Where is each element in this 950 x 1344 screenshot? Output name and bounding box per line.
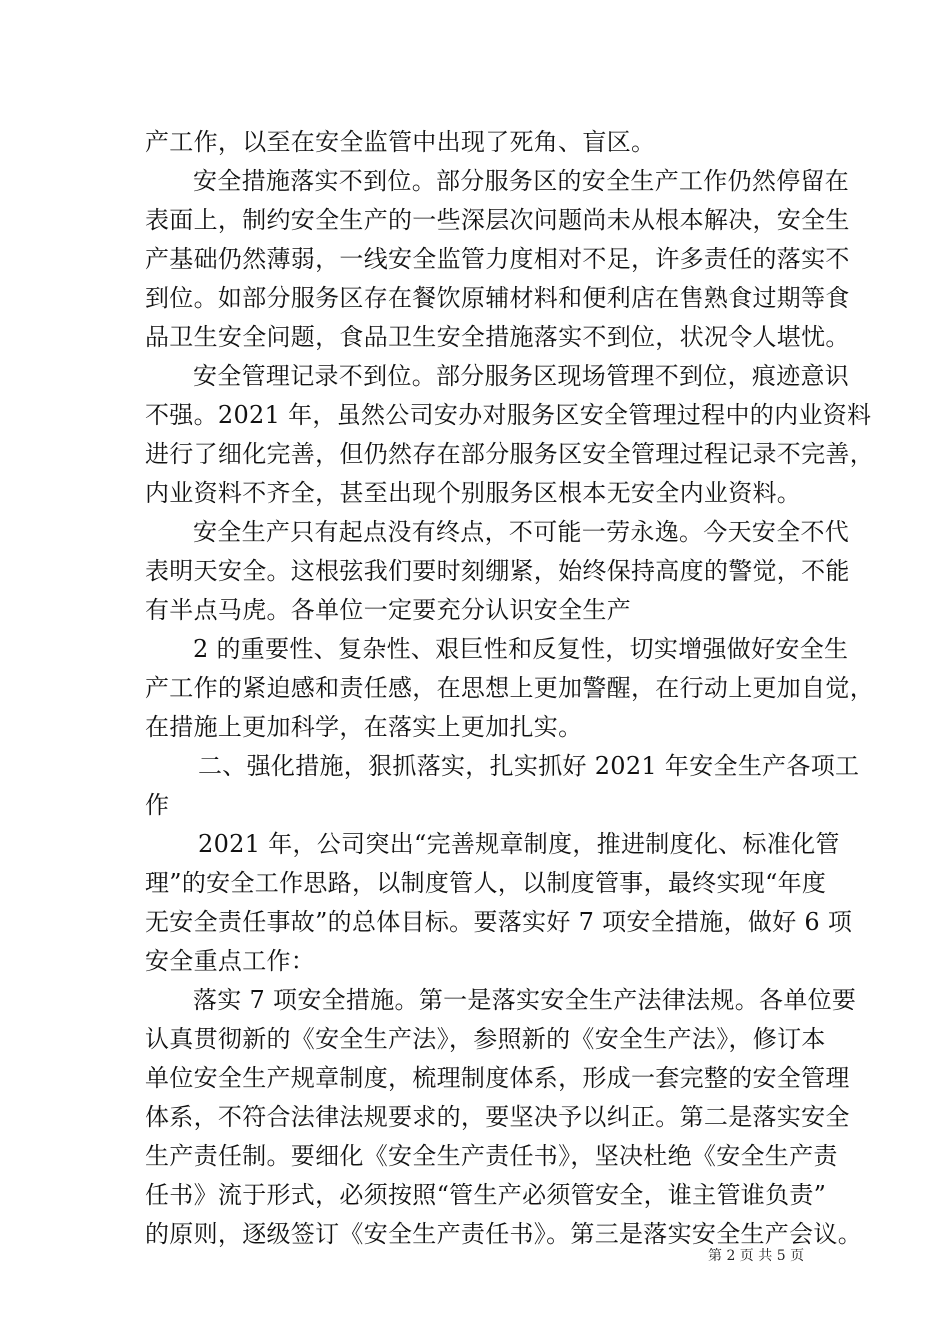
text-line: 产工作，以至在安全监管中出现了死角、盲区。	[145, 128, 656, 156]
text-line: 的原则，逐级签订《安全生产责任书》。第三是落实安全生产会议。	[145, 1220, 862, 1248]
section-heading: 作	[145, 791, 170, 819]
text-line: 体系，不符合法律法规要求的，要坚决予以纠正。第二是落实安全	[145, 1103, 850, 1131]
text-line: 2021 年，公司突出“完善规章制度，推进制度化、标准化管	[198, 830, 840, 858]
text-line: 进行了细化完善，但仍然存在部分服务区安全管理过程记录不完善，	[145, 440, 874, 468]
text-line: 单位安全生产规章制度，梳理制度体系，形成一套完整的安全管理	[145, 1064, 850, 1092]
text-line: 无安全责任事故”的总体目标。要落实好 7 项安全措施，做好 6 项	[145, 908, 853, 936]
text-line: 产工作的紧迫感和责任感，在思想上更加警醒，在行动上更加自觉，	[145, 674, 874, 702]
text-line: 安全措施落实不到位。部分服务区的安全生产工作仍然停留在	[193, 167, 850, 195]
text-line: 品卫生安全问题，食品卫生安全措施落实不到位，状况令人堪忧。	[145, 323, 850, 351]
text-line: 到位。如部分服务区存在餐饮原辅材料和便利店在售熟食过期等食	[145, 284, 850, 312]
text-line: 表明天安全。这根弦我们要时刻绷紧，始终保持高度的警觉，不能	[145, 557, 850, 585]
text-line: 产基础仍然薄弱，一线安全监管力度相对不足，许多责任的落实不	[145, 245, 850, 273]
text-line: 2 的重要性、复杂性、艰巨性和反复性，切实增强做好安全生	[193, 635, 849, 663]
text-line: 理”的安全工作思路，以制度管人，以制度管事，最终实现“年度	[145, 869, 827, 897]
text-line: 安全重点工作：	[145, 947, 316, 975]
text-line: 安全管理记录不到位。部分服务区现场管理不到位，痕迹意识	[193, 362, 850, 390]
text-line: 内业资料不齐全，甚至出现个别服务区根本无安全内业资料。	[145, 479, 802, 507]
page-number: 第 2 页 共 5 页	[708, 1248, 805, 1264]
text-line: 任书》流于形式，必须按照“管生产必须管安全，谁主管谁负责”	[145, 1181, 827, 1209]
text-line: 有半点马虎。各单位一定要充分认识安全生产	[145, 596, 631, 624]
section-heading: 二、强化措施，狠抓落实，扎实抓好 2021 年安全生产各项工	[198, 752, 860, 780]
text-line: 认真贯彻新的《安全生产法》，参照新的《安全生产法》，修订本	[145, 1025, 826, 1053]
text-line: 落实 7 项安全措施。第一是落实安全生产法律法规。各单位要	[193, 986, 857, 1014]
text-line: 不强。2021 年，虽然公司安办对服务区安全管理过程中的内业资料	[145, 401, 872, 429]
text-line: 生产责任制。要细化《安全生产责任书》，坚决杜绝《安全生产责	[145, 1142, 838, 1170]
text-line: 在措施上更加科学，在落实上更加扎实。	[145, 713, 583, 741]
text-line: 表面上，制约安全生产的一些深层次问题尚未从根本解决，安全生	[145, 206, 850, 234]
text-line: 安全生产只有起点没有终点，不可能一劳永逸。今天安全不代	[193, 518, 850, 546]
